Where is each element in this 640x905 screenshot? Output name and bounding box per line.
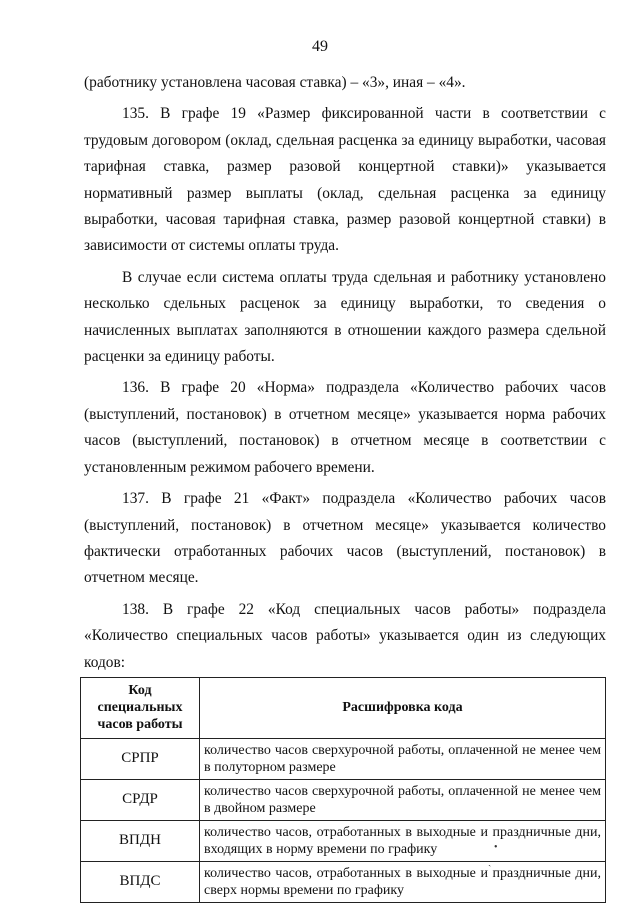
special-hours-codes-table <box>80 677 606 903</box>
code-cell: СРПР <box>81 738 200 779</box>
table-row <box>81 779 606 820</box>
header-description: Расшифровка кода <box>200 677 606 738</box>
code-cell: ВПДН <box>81 820 200 861</box>
table-row <box>81 820 606 861</box>
table-row <box>81 738 606 779</box>
description-cell: количество часов сверхурочной работы, оплаченной не менее чем в двойном размере <box>200 779 606 820</box>
page-number: 49 <box>312 38 328 55</box>
header-code: Код специальных часов работы <box>81 677 200 738</box>
paragraph-137: 137. В графе 21 «Факт» подраздела «Количество рабочих часов (выступлений, постановок) в отчетном месяце» указывается количество фактически отработанных рабочих часов (выступлений, постановок) в отчетном месяце. <box>84 490 606 587</box>
paragraph-135: 135. В графе 19 «Размер фиксированной части в соответствии с трудовым договором (оклад, сдельная расценка за единицу выработки, часовая тарифная ставка, размер разовой концертной ставки)» указывается нормативный размер выплаты (оклад, сдельная расценка за единицу выработки, часовая тарифная ставка, размер разовой концертной ставки) в зависимости от системы оплаты труда. <box>84 105 606 255</box>
document-body <box>84 70 606 903</box>
paragraph-continuation: (работнику установлена часовая ставка) – «3», иная – «4». <box>84 74 466 91</box>
code-cell: ВПДС <box>81 861 200 902</box>
scan-dot-mark: • <box>494 842 498 853</box>
scan-tick-mark: ˎ <box>488 856 492 867</box>
description-cell: количество часов, отработанных в выходные и праздничные дни, сверх нормы времени по графику <box>200 861 606 902</box>
paragraph-138: 138. В графе 22 «Код специальных часов работы» подраздела «Количество специальных часов работы» указывается один из следующих кодов: <box>84 600 606 671</box>
table-header-row <box>81 677 606 738</box>
paragraph-136: 136. В графе 20 «Норма» подраздела «Количество рабочих часов (выступлений, постановок) в отчетном месяце» указывается норма рабочих часов (выступлений, постановок) в отчетном месяце в соответствии с установленным режимом рабочего времени. <box>84 379 606 476</box>
code-cell: СРДР <box>81 779 200 820</box>
description-cell: количество часов сверхурочной работы, оплаченной не менее чем в полуторном размере <box>200 738 606 779</box>
paragraph-135-piecework: В случае если система оплаты труда сдельная и работнику установлено несколько сдельных расценок за единицу выработки, то сведения о начисленных выплатах заполняются в отношении каждого размера сдельной расценки за единицу работы. <box>84 268 606 366</box>
table-row <box>81 861 606 902</box>
description-cell: количество часов, отработанных в выходные и праздничные дни, входящих в норму времени по графику <box>200 820 606 861</box>
